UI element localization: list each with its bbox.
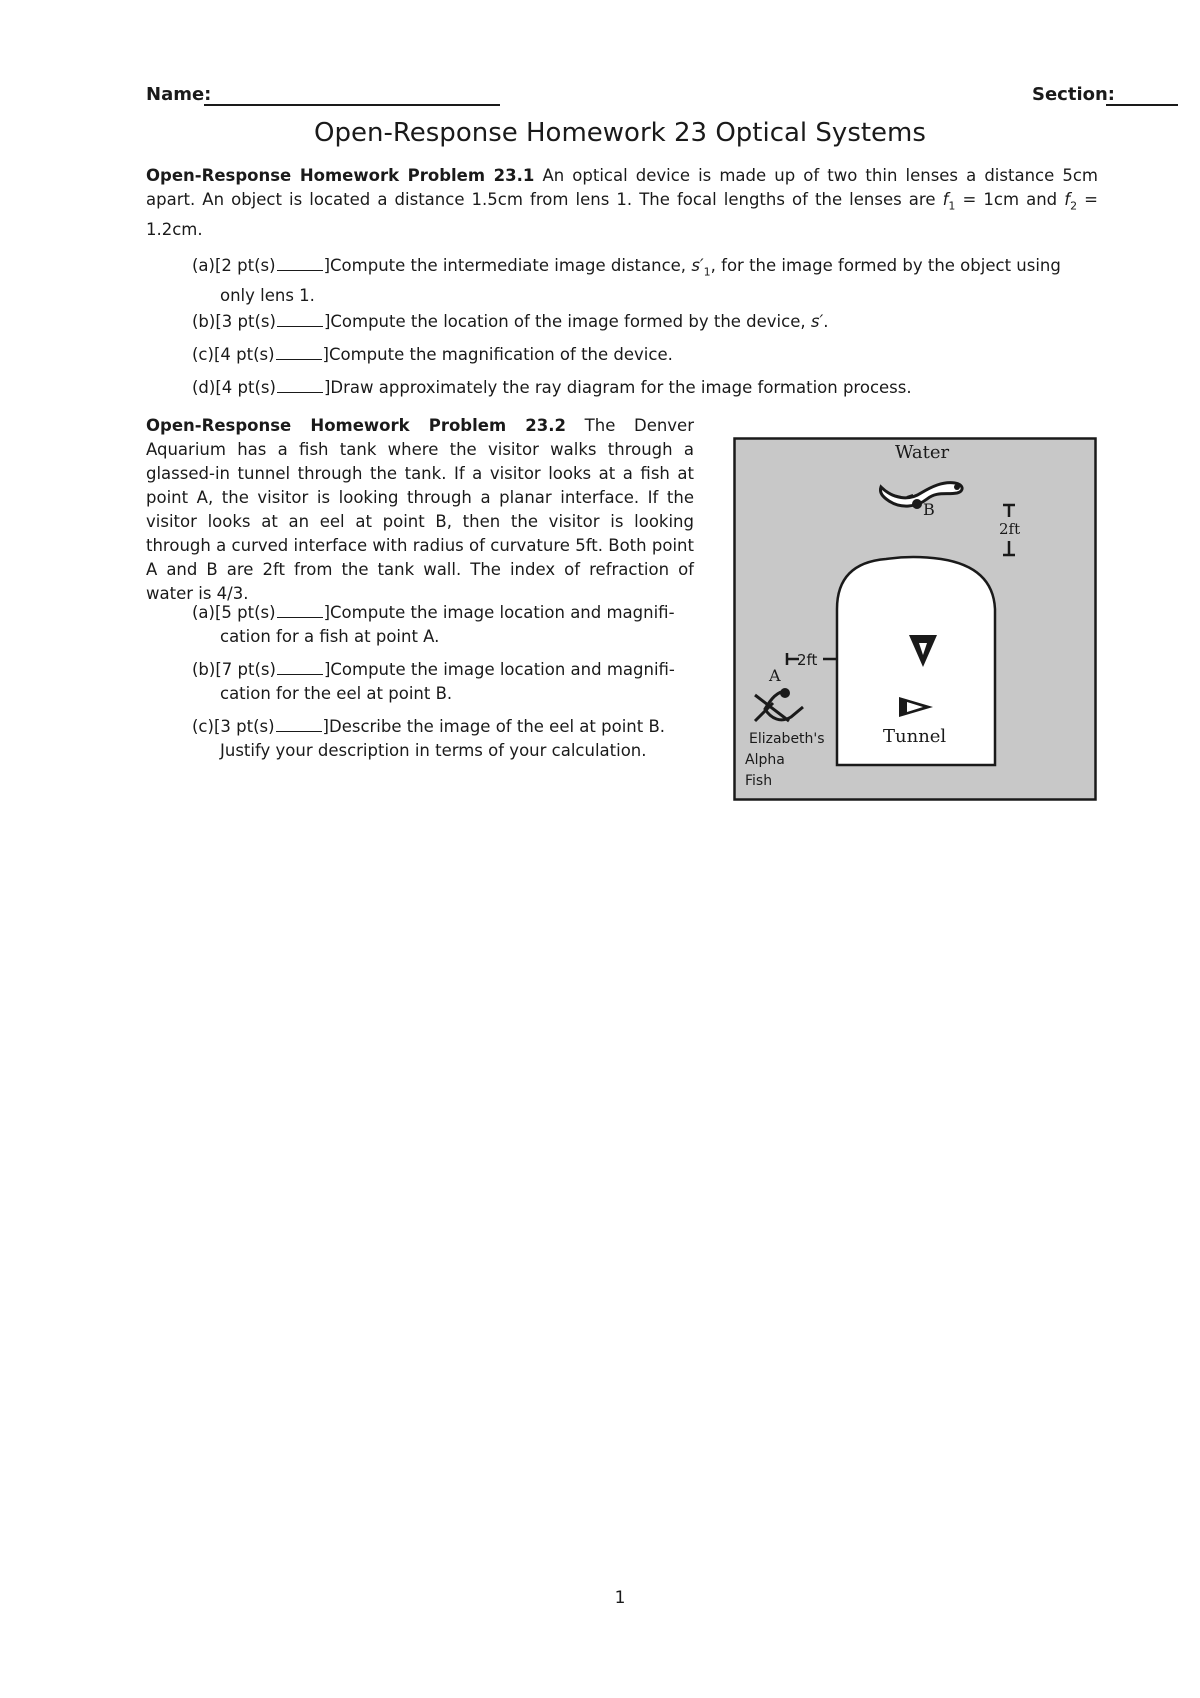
part-text: Compute the intermediate image distance, xyxy=(330,256,692,275)
part-text: Describe the image of the eel at point B. xyxy=(328,717,666,736)
part-text-end: . xyxy=(823,312,829,331)
f2-subscript: 2 xyxy=(1070,199,1078,213)
problem-1-part-c xyxy=(192,343,673,367)
page-number: 1 xyxy=(614,1588,626,1608)
part-continuation: cation for a fish at point A. xyxy=(220,627,440,646)
fish-caption-line-3: Fish xyxy=(745,773,773,789)
s-prime-symbol: s′ xyxy=(810,312,824,331)
side-distance-label: 2ft xyxy=(797,651,818,669)
point-b-marker xyxy=(912,499,922,509)
f2-symbol: f xyxy=(1064,190,1071,209)
part-label: (b)[7 pt(s) xyxy=(192,660,276,679)
points-blank xyxy=(277,660,323,675)
part-text: Draw approximately the ray diagram for the image formation process. xyxy=(330,378,912,397)
f1-symbol: f xyxy=(942,190,949,209)
part-label-close: ] xyxy=(323,603,331,622)
problem-1-part-a xyxy=(192,254,1098,308)
name-label: Name: xyxy=(146,84,212,105)
problem-1-part-d xyxy=(192,376,912,400)
s1-prime-symbol: s′ xyxy=(691,256,704,275)
problem-1-part-b xyxy=(192,310,828,334)
part-label: (a)[5 pt(s) xyxy=(192,603,276,622)
page-title: Open-Response Homework 23 Optical Systems xyxy=(314,118,926,148)
section-blank-line xyxy=(1106,104,1178,106)
part-text: Compute the magnification of the device. xyxy=(328,345,673,364)
points-blank xyxy=(277,378,323,393)
part-label-close: ] xyxy=(323,256,331,275)
part-label-close: ] xyxy=(322,345,329,364)
part-label-close: ] xyxy=(323,312,331,331)
points-blank xyxy=(277,603,323,618)
problem-2-heading: Open-Response Homework Problem 23.2 xyxy=(146,416,567,435)
problem-1-heading: Open-Response Homework Problem 23.1 xyxy=(146,166,535,185)
part-continuation: Justify your description in terms of your calculation. xyxy=(220,741,647,760)
part-text: Compute the image location and magnifi- xyxy=(330,603,675,622)
part-label-close: ] xyxy=(323,660,331,679)
problem-1-text: An optical device is made up of two thin lenses a distance 5cm apart. An object is located a distance 1.5cm from lens 1. The focal lengths of the lenses are xyxy=(146,166,1098,209)
fish-caption-line-1: Elizabeth's xyxy=(749,731,825,747)
problem-2-text: The Denver Aquarium has a fish tank where the visitor walks through a glassed-in tunnel through the tank. If a visitor looks at a fish at point A, the visitor is looking through a planar interface. If the visitor looks at an eel at point B, then the visitor is looking through a curved interface with radius of curvature 5ft. Both point A and B are 2ft from the tank wall. The index of refraction of water is 4/3. xyxy=(146,416,694,603)
part-continuation: cation for the eel at point B. xyxy=(220,684,453,703)
part-label-close: ] xyxy=(323,378,331,397)
f1-subscript: 1 xyxy=(948,199,956,213)
problem-2-part-c xyxy=(192,715,694,763)
part-label: (b)[3 pt(s) xyxy=(192,312,276,331)
section-label: Section: xyxy=(1032,84,1115,105)
f1-value: = 1cm and xyxy=(955,190,1065,209)
fish-caption-line-2: Alpha xyxy=(745,752,785,768)
top-distance-label: 2ft xyxy=(999,520,1021,538)
s1-subscript: 1 xyxy=(703,265,711,279)
point-b-label: B xyxy=(923,500,935,519)
point-a-label: A xyxy=(769,666,781,685)
part-label: (c)[3 pt(s) xyxy=(192,717,275,736)
part-text: Compute the image location and magnifi- xyxy=(330,660,675,679)
name-blank-line xyxy=(204,104,500,106)
problem-2-part-b xyxy=(192,658,694,706)
part-continuation: only lens 1. xyxy=(220,286,315,306)
part-label-close: ] xyxy=(322,717,329,736)
part-label: (d)[4 pt(s) xyxy=(192,378,276,397)
f2-value: = 1.2cm. xyxy=(146,190,1098,240)
tunnel-label: Tunnel xyxy=(883,726,947,747)
problem-2-statement xyxy=(146,414,694,606)
part-text-cont: , for the image formed by the object using xyxy=(710,256,1061,275)
points-blank xyxy=(276,345,322,360)
points-blank xyxy=(277,312,323,327)
problem-2-part-a xyxy=(192,601,694,649)
problem-1-statement xyxy=(146,164,1098,242)
part-text: Compute the location of the image formed by the device, xyxy=(330,312,811,331)
aquarium-diagram xyxy=(733,437,1097,801)
part-label: (c)[4 pt(s) xyxy=(192,345,275,364)
points-blank xyxy=(276,717,322,732)
part-label: (a)[2 pt(s) xyxy=(192,256,276,275)
water-label: Water xyxy=(895,442,950,463)
points-blank xyxy=(277,256,323,271)
